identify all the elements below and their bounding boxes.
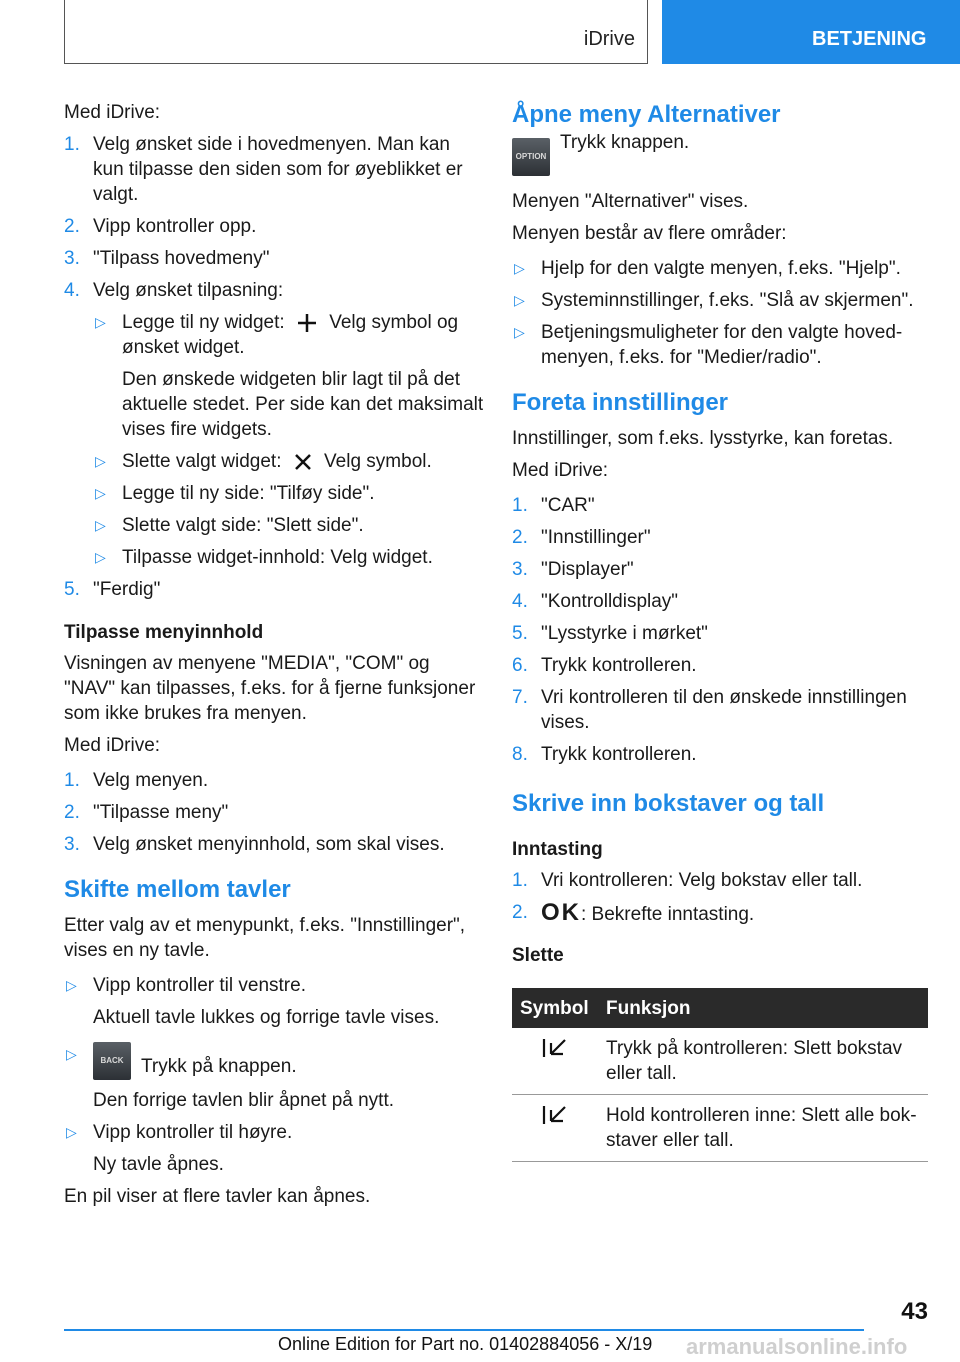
steps-list-1	[64, 132, 484, 602]
plus-icon	[296, 312, 318, 334]
table-row: Hold kontrolleren inne: Slett alle bokstaver eller tall.	[512, 1095, 928, 1162]
list-item: 7. Vri kontrolleren til den ønskede innstillingen vises.	[512, 687, 907, 733]
ok-icon: OK	[541, 899, 581, 926]
backspace-icon	[541, 1103, 569, 1127]
list-item: 1. "CAR"	[512, 495, 595, 516]
tables-end: En pil viser at flere tavler kan åpnes.	[64, 1186, 371, 1207]
list-item: 1. Velg ønsket side i hovedmenyen. Man kan kun tilpasse den siden som for øyeblikket er valgt.	[64, 134, 463, 205]
list-item: 4. "Kontrolldisplay"	[512, 591, 679, 612]
settings-steps	[512, 493, 932, 767]
sub-list	[93, 310, 484, 570]
delete-sub: Slette	[512, 945, 564, 966]
tables-text: Etter valg av et menypunkt, f.eks. "Innstillinger", vises en ny tavle.	[64, 915, 466, 961]
options-list	[512, 256, 932, 370]
note: Den ønskede widgeten blir lagt til på det aktuelle stedet. Per side kan det maksimalt vises fire widgets.	[122, 369, 484, 440]
header-box	[64, 0, 648, 64]
back-button-image: BACK	[93, 1042, 131, 1080]
settings-heading: Foreta innstillinger	[512, 389, 729, 416]
input-heading: Skrive inn bokstaver og tall	[512, 790, 825, 817]
list-item: ▷ Hjelp for den valgte menyen, f.eks. "Hjelp".	[514, 258, 901, 279]
menu-text: Visningen av menyene "MEDIA", "COM" og "NAV" kan tilpasses, f.eks. for å fjerne funksjoner som ikke brukes fra menyen.	[64, 653, 476, 724]
footer-edition: Online Edition for Part no. 01402884056 - X/19	[278, 1334, 653, 1354]
option-button-image: OPTION	[512, 138, 550, 176]
settings-intro: Med iDrive:	[512, 460, 609, 481]
tables-heading: Skifte mellom tavler	[64, 876, 291, 903]
col-symbol: Symbol	[512, 988, 598, 1028]
symbol-table	[512, 988, 928, 1162]
menu-intro: Med iDrive:	[64, 735, 161, 756]
tables-list	[64, 973, 484, 1177]
footer-line	[64, 1329, 864, 1331]
list-item: ▷ BACK Trykk på knappen. Den forrige tavlen blir åpnet på nytt.	[64, 1042, 484, 1113]
table-row: Trykk på kontrolleren: Slett bokstav eller tall.	[512, 1028, 928, 1095]
list-item: 2. "Tilpasse meny"	[64, 802, 229, 823]
list-item: ▷ Betjeningsmuligheter for den valgte hovedmenyen, f.eks. for "Medier/radio".	[514, 322, 903, 368]
options-shown: Menyen "Alternativer" vises.	[512, 191, 749, 212]
menu-heading: Tilpasse menyinnhold	[64, 622, 264, 643]
options-areas: Menyen består av flere områder:	[512, 223, 787, 244]
list-item: 8. Trykk kontrolleren.	[512, 744, 697, 765]
list-item: 2. OK: Bekrefte inntasting.	[512, 899, 755, 926]
settings-text: Innstillinger, som f.eks. lysstyrke, kan foretas.	[512, 428, 894, 449]
header-section: iDrive	[583, 28, 635, 50]
intro: Med iDrive:	[64, 102, 161, 123]
right-column	[512, 100, 932, 1162]
col-function: Funksjon	[598, 988, 928, 1028]
list-item: 1. Vri kontrolleren: Velg bokstav eller tall.	[512, 870, 863, 891]
backspace-icon	[541, 1036, 569, 1060]
options-heading: Åpne meny Alternativer	[512, 101, 781, 128]
list-item: 4. Velg ønsket tilpasning: ▷ Legge til ny widget: Velg symbol og ønsket widget. Den ønskede widgeten blir lagt til på det aktuelle stedet. Per side kan det maksimalt vises fire widgets. ▷ Slette valgt widget: Velg symbol. ▷ Legge til ny side: "Tilføy side". ▷ Slette valgt side: "Slett side". ▷ Tilpasse widget-innhold: Velg widget.	[64, 280, 484, 568]
cross-icon	[293, 452, 313, 472]
list-item: ▷ Systeminnstillinger, f.eks. "Slå av skjermen".	[514, 290, 914, 311]
list-item: 1. Velg menyen.	[64, 770, 209, 791]
list-item: 2. Vipp kontroller opp.	[64, 216, 257, 237]
watermark: armanualsonline.info	[686, 1334, 908, 1359]
list-item: 6. Trykk kontrolleren.	[512, 655, 697, 676]
list-item: 3. "Tilpass hovedmeny"	[64, 248, 270, 269]
list-item: 3. "Displayer"	[512, 559, 634, 580]
list-item: ▷ Slette valgt widget: Velg symbol.	[95, 451, 432, 472]
left-column	[64, 100, 484, 1216]
list-item: 2. "Innstillinger"	[512, 527, 651, 548]
list-item: ▷ Vipp kontroller til høyre. Ny tavle åpnes.	[66, 1122, 293, 1175]
list-item: ▷ Vipp kontroller til venstre. Aktuell tavle lukkes og forrige tavle vises.	[66, 975, 440, 1028]
header-tab: BETJENING	[662, 0, 960, 64]
list-item: ▷ Legge til ny widget: Velg symbol og ønsket widget. Den ønskede widgeten blir lagt til på det aktuelle stedet. Per side kan det maksimalt vises fire widgets.	[95, 312, 484, 440]
steps-list-2	[64, 768, 484, 857]
input-sub: Inntasting	[512, 839, 603, 860]
list-item: ▷ Legge til ny side: "Tilføy side".	[95, 483, 375, 504]
list-item: 5. "Ferdig"	[64, 579, 161, 600]
list-item: ▷ Slette valgt side: "Slett side".	[95, 515, 364, 536]
input-steps	[512, 868, 932, 927]
page-number: 43	[901, 1298, 928, 1325]
list-item: ▷ Tilpasse widget-innhold: Velg widget.	[95, 547, 433, 568]
list-item: 3. Velg ønsket menyinnhold, som skal vises.	[64, 834, 445, 855]
options-press: OPTIONTrykk knappen.	[512, 138, 932, 182]
list-item: 5. "Lysstyrke i mørket"	[512, 623, 708, 644]
